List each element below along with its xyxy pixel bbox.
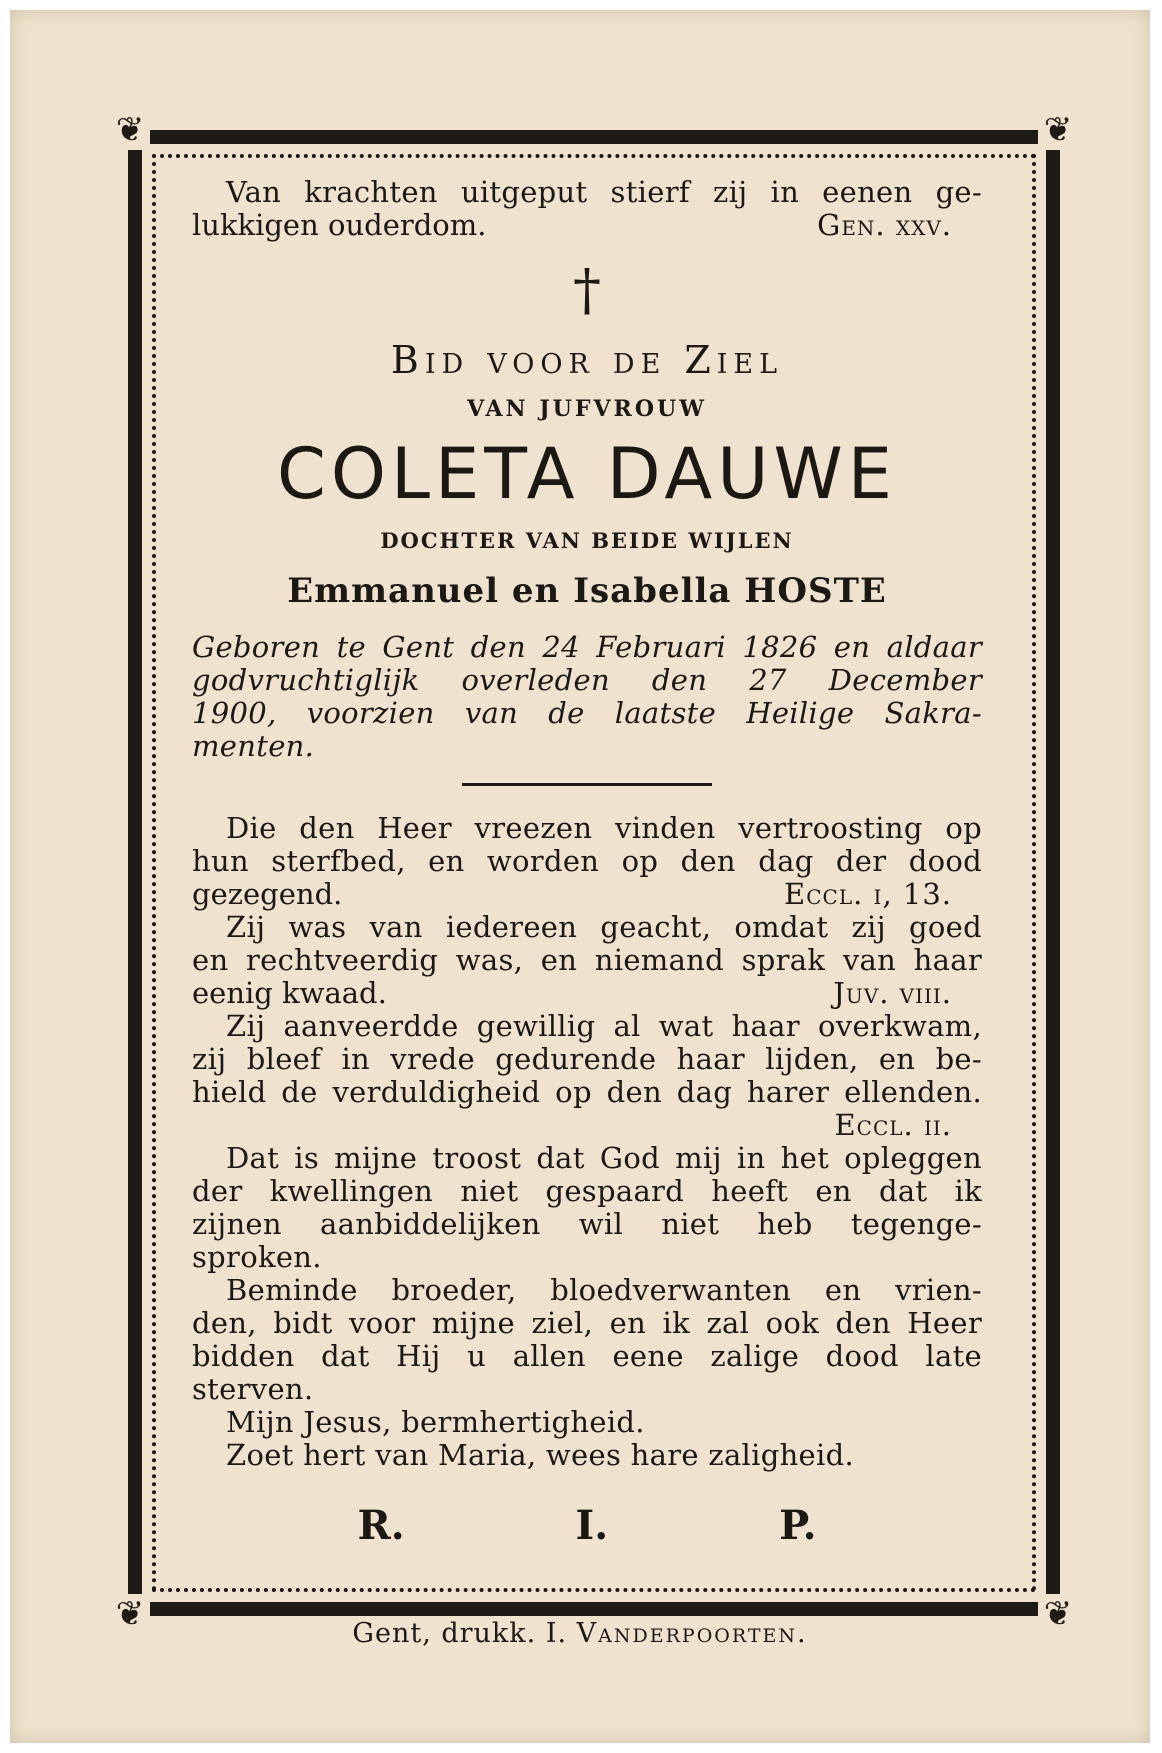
epigraph-line: lukkigen ouderdom. bbox=[192, 208, 487, 242]
text-line: zij bleef in vrede gedurende haar lijden, en be- bbox=[192, 1042, 982, 1076]
printer-prefix: Gent, drukk. I. bbox=[352, 1618, 577, 1649]
printer-name: Vanderpoorten. bbox=[576, 1618, 808, 1649]
scripture-reference: Gen. xxv. bbox=[817, 208, 952, 242]
epigraph-line: Van krachten uitgeput stierf zij in eenen ge- bbox=[226, 175, 982, 209]
epigraph bbox=[192, 176, 982, 242]
text-line: Dat is mijne troost dat God mij in het opleggen bbox=[226, 1141, 982, 1175]
text-line: sterven. bbox=[192, 1372, 314, 1406]
scripture-reference: Juv. viii. bbox=[833, 976, 952, 1010]
text-line: der kwellingen niet gespaard heeft en dat ik bbox=[192, 1174, 982, 1208]
text-line: den, bidt voor mijne ziel, en ik zal ook den Heer bbox=[192, 1306, 982, 1340]
verses bbox=[192, 812, 982, 1472]
rip-letter: I. bbox=[575, 1502, 609, 1549]
heading: Bid voor de Ziel bbox=[390, 338, 784, 382]
corner-ornament-icon: ❦ bbox=[110, 1594, 150, 1634]
text-line: sproken. bbox=[192, 1240, 322, 1274]
text-line: hield de verduldigheid op den dag harer ellenden. bbox=[192, 1075, 982, 1109]
epigraph-ref-row bbox=[192, 209, 982, 242]
text-line: bidden dat Hij u allen eene zalige dood late bbox=[192, 1339, 982, 1373]
text-line: zijnen aanbiddelijken wil niet heb tegenge- bbox=[192, 1207, 982, 1241]
text-line: Mijn Jesus, bermhertigheid. bbox=[226, 1405, 645, 1439]
text-line: hun sterfbed, en worden op den dag der dood bbox=[192, 844, 982, 878]
van-jufvrouw: VAN JUFVROUW bbox=[467, 396, 707, 422]
text-line: Die den Heer vreezen vinden vertroosting op bbox=[226, 811, 982, 845]
text-line: Zoet hert van Maria, wees hare zaligheid. bbox=[226, 1438, 854, 1472]
birth-death-text bbox=[192, 631, 982, 763]
parents-names: Emmanuel en Isabella HOSTE bbox=[287, 571, 887, 611]
rip-letter: P. bbox=[779, 1502, 817, 1549]
text-line: menten. bbox=[192, 729, 315, 763]
card-content bbox=[192, 176, 982, 1549]
text-line: en rechtveerdig was, en niemand sprak van haar bbox=[192, 943, 982, 977]
text-line: Beminde broeder, bloedverwanten en vrien- bbox=[226, 1273, 982, 1307]
scripture-reference: Eccl. ii. bbox=[834, 1108, 952, 1142]
printer-credit bbox=[10, 1618, 1150, 1649]
verse-ref-row bbox=[192, 977, 982, 1010]
divider bbox=[462, 783, 712, 786]
verse-ref-row bbox=[192, 878, 982, 911]
corner-ornament-icon: ❦ bbox=[110, 110, 150, 150]
rip bbox=[192, 1502, 982, 1549]
daughter-of-label: DOCHTER VAN BEIDE WIJLEN bbox=[380, 528, 794, 553]
rip-letter: R. bbox=[357, 1502, 405, 1549]
corner-ornament-icon: ❦ bbox=[1038, 1594, 1078, 1634]
text-line: gezegend. bbox=[192, 877, 343, 911]
text-line: godvruchtiglijk overleden den 27 December bbox=[192, 663, 982, 697]
scripture-reference: Eccl. i, 13. bbox=[784, 877, 952, 911]
deceased-name: COLETA DAUWE bbox=[277, 433, 897, 515]
corner-ornament-icon: ❦ bbox=[1038, 110, 1078, 150]
text-line: eenig kwaad. bbox=[192, 976, 387, 1010]
cross-icon: † bbox=[573, 258, 601, 323]
text-line: Geboren te Gent den 24 Februari 1826 en aldaar bbox=[192, 630, 982, 664]
text-line: Zij aanveerdde gewillig al wat haar overkwam, bbox=[226, 1009, 982, 1043]
text-line: 1900, voorzien van de laatste Heilige Sakra- bbox=[192, 696, 982, 730]
text-line: Zij was van iedereen geacht, omdat zij goed bbox=[226, 910, 982, 944]
